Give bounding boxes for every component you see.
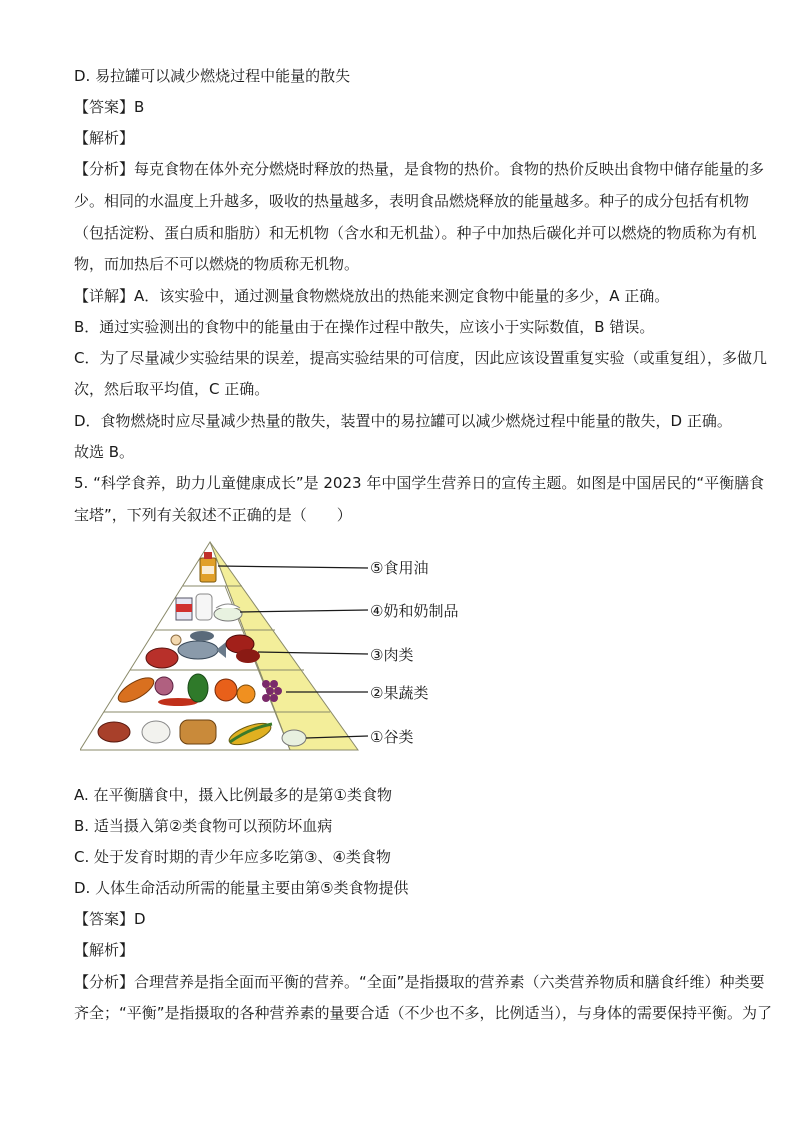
question-5-stem-cont: 宝塔”，下列有关叙述不正确的是（ ） <box>74 506 352 524</box>
detail-line-d: D．食物燃烧时应尽量减少热量的散失，装置中的易拉罐可以减少燃烧过程中能量的散失，D 正确。 <box>74 412 732 430</box>
conclusion-line: 故选 B。 <box>74 443 135 461</box>
detail-line-c-cont: 次，然后取平均值，C 正确。 <box>74 380 270 398</box>
analysis-paragraph-line: 少。相同的水温度上升越多，吸收的热量越多，表明食品燃烧释放的能量越多。种子的成分包括有机物 <box>74 192 750 210</box>
option-d: D. 人体生命活动所需的能量主要由第⑤类食物提供 <box>74 879 409 897</box>
question-5-stem: 5. “科学食养，助力儿童健康成长”是 2023 年中国学生营养日的宣传主题。如图是中国居民的“平衡膳食 <box>74 474 765 492</box>
previous-option-d: D. 易拉罐可以减少燃烧过程中能量的散失 <box>74 67 351 85</box>
detail-line-a: 【详解】A．该实验中，通过测量食物燃烧放出的热能来测定食物中能量的多少，A 正确。 <box>74 287 670 305</box>
leader-line-level-5 <box>218 566 368 568</box>
level-1-label: ①谷类 <box>370 728 414 746</box>
analysis-paragraph-line: （包括淀粉、蛋白质和脂肪）和无机物（含水和无机盐）。种子中加热后碳化并可以燃烧的物质称为有机 <box>74 224 757 242</box>
level-5-label: ⑤食用油 <box>370 559 429 577</box>
analysis-heading: 【解析】 <box>74 129 135 147</box>
answer-label: 【答案】B <box>74 98 145 116</box>
analysis-paragraph-line: 齐全；“平衡”是指摄取的各种营养素的量要合适（不少也不多，比例适当），与身体的需要保持平衡。为了 <box>74 1004 773 1022</box>
analysis-heading: 【解析】 <box>74 941 135 959</box>
analysis-paragraph-line: 【分析】每克食物在体外充分燃烧时释放的热量，是食物的热价。食物的热价反映出食物中储存能量的多 <box>74 160 765 178</box>
level-4-label: ④奶和奶制品 <box>370 602 459 620</box>
option-b: B. 适当摄入第②类食物可以预防坏血病 <box>74 817 333 835</box>
balanced-diet-pyramid-figure <box>80 538 480 760</box>
level-2-label: ②果蔬类 <box>370 684 429 702</box>
analysis-paragraph-line: 物，而加热后不可以燃烧的物质称无机物。 <box>74 255 360 273</box>
option-a: A. 在平衡膳食中，摄入比例最多的是第①类食物 <box>74 786 392 804</box>
analysis-paragraph-line: 【分析】合理营养是指全面而平衡的营养。“全面”是指摄取的营养素（六类营养物质和膳食纤维）种类要 <box>74 973 765 991</box>
detail-line-b: B．通过实验测出的食物中的能量由于在操作过程中散失，应该小于实际数值，B 错误。 <box>74 318 655 336</box>
detail-line-c: C．为了尽量减少实验结果的误差，提高实验结果的可信度，因此应该设置重复实验（或重复组），多做几 <box>74 349 767 367</box>
option-c: C. 处于发育时期的青少年应多吃第③、④类食物 <box>74 848 391 866</box>
answer-label: 【答案】D <box>74 910 146 928</box>
level-3-label: ③肉类 <box>370 646 414 664</box>
